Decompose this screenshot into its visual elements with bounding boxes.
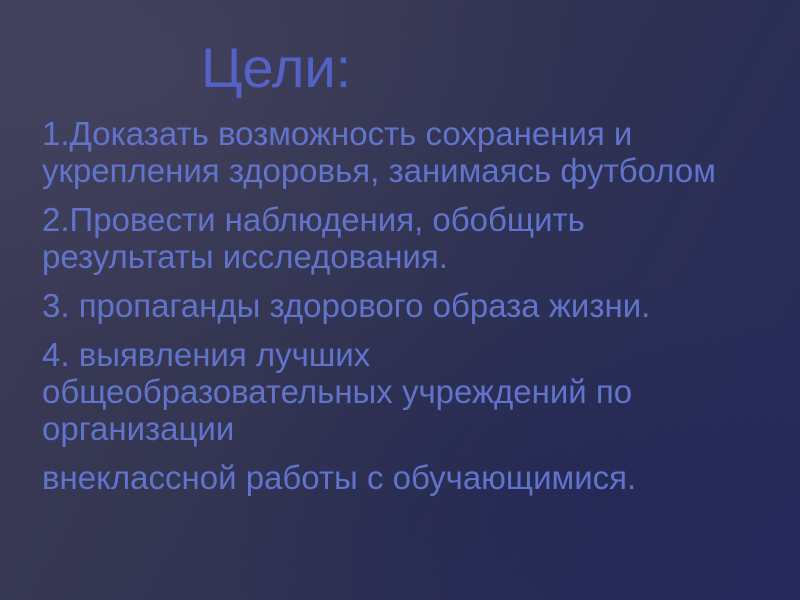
goal-4-line-2: общеобразовательных учреждений по: [42, 373, 633, 410]
goal-1-line-2: укрепления здоровья, занимаясь футболом: [42, 152, 716, 189]
slide-body: [42, 115, 782, 508]
goal-item-5: [42, 459, 782, 496]
goal-5-line-1: внеклассной работы с обучающимися.: [42, 459, 637, 496]
goal-3-line-1: 3. пропаганды здорового образа жизни.: [42, 287, 651, 324]
goal-2-line-1: 2.Провести наблюдения, обобщить: [42, 201, 585, 238]
goal-item-2: [42, 201, 782, 275]
goal-item-3: [42, 287, 782, 324]
goal-item-4: [42, 336, 782, 447]
goal-4-line-3: организации: [42, 410, 235, 447]
goal-2-line-2: результаты исследования.: [42, 238, 448, 275]
slide-title: Цели:: [201, 36, 352, 99]
goal-1-line-1: 1.Доказать возможность сохранения и: [42, 115, 633, 152]
goal-4-line-1: 4. выявления лучших: [42, 336, 371, 373]
goal-item-1: [42, 115, 782, 189]
